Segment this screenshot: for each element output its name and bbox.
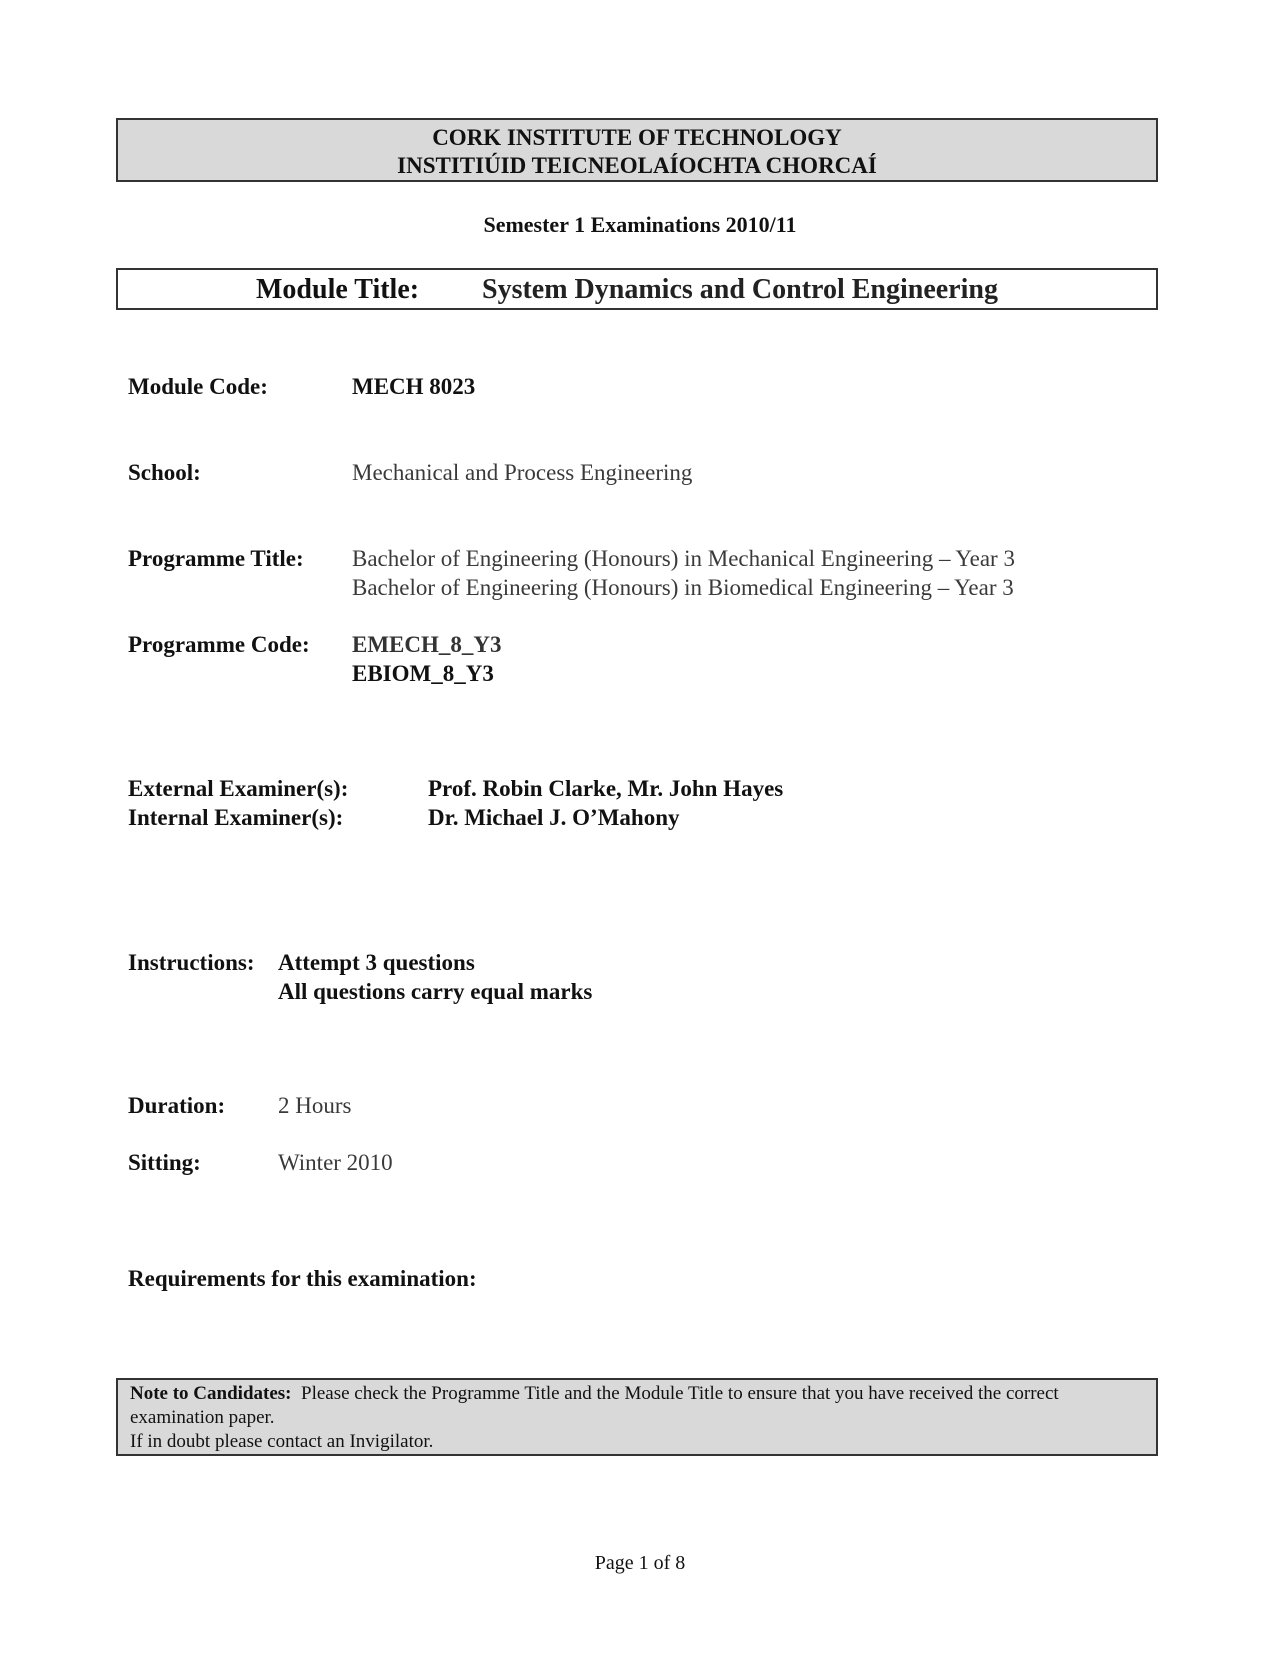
programme-title-line-2: Bachelor of Engineering (Honours) in Biomedical Engineering – Year 3 [352, 575, 1014, 600]
programme-code-1: EMECH_8_Y3 [352, 632, 502, 657]
instructions-label: Instructions: [128, 950, 255, 975]
external-examiner-value: Prof. Robin Clarke, Mr. John Hayes [428, 776, 784, 801]
instruction-line-2: All questions carry equal marks [278, 979, 593, 1004]
programme-title-line-1: Bachelor of Engineering (Honours) in Mechanical Engineering – Year 3 [352, 546, 1015, 571]
duration-value: 2 Hours [278, 1093, 352, 1118]
duration-label: Duration: [128, 1093, 226, 1118]
school-label: School: [128, 460, 201, 485]
module-code-value: MECH 8023 [352, 374, 476, 399]
school-value: Mechanical and Process Engineering [352, 460, 693, 485]
instruction-line-1: Attempt 3 questions [278, 950, 475, 975]
institute-name-irish: INSTITIÚID TEICNEOLAÍOCHTA CHORCAÍ [397, 153, 877, 178]
internal-examiner-label: Internal Examiner(s): [128, 805, 344, 830]
institute-name-english: CORK INSTITUTE OF TECHNOLOGY [432, 125, 842, 150]
external-examiner-label: External Examiner(s): [128, 776, 349, 801]
note-text: Please check the Programme Title and the Module Title to ensure that you have received the correct examination paper. [130, 1383, 1059, 1428]
internal-examiner-value: Dr. Michael J. O’Mahony [428, 805, 680, 830]
sitting-value: Winter 2010 [278, 1150, 393, 1175]
requirements-label: Requirements for this examination: [128, 1266, 477, 1291]
module-code-label: Module Code: [128, 374, 268, 399]
institute-header [116, 118, 1158, 182]
module-title-box [116, 268, 1158, 310]
note-text-2: If in doubt please contact an Invigilator. [130, 1431, 434, 1452]
module-title-label: Module Title: [256, 274, 420, 305]
module-title-value: System Dynamics and Control Engineering [482, 274, 998, 305]
page-number: Page 1 of 8 [594, 1552, 686, 1574]
programme-code-2: EBIOM_8_Y3 [352, 661, 494, 686]
semester-heading: Semester 1 Examinations 2010/11 [483, 212, 797, 237]
note-label: Note to Candidates: [130, 1383, 292, 1404]
note-to-candidates-box [116, 1378, 1158, 1456]
programme-code-label: Programme Code: [128, 632, 310, 657]
programme-title-label: Programme Title: [128, 546, 304, 571]
sitting-label: Sitting: [128, 1150, 201, 1175]
